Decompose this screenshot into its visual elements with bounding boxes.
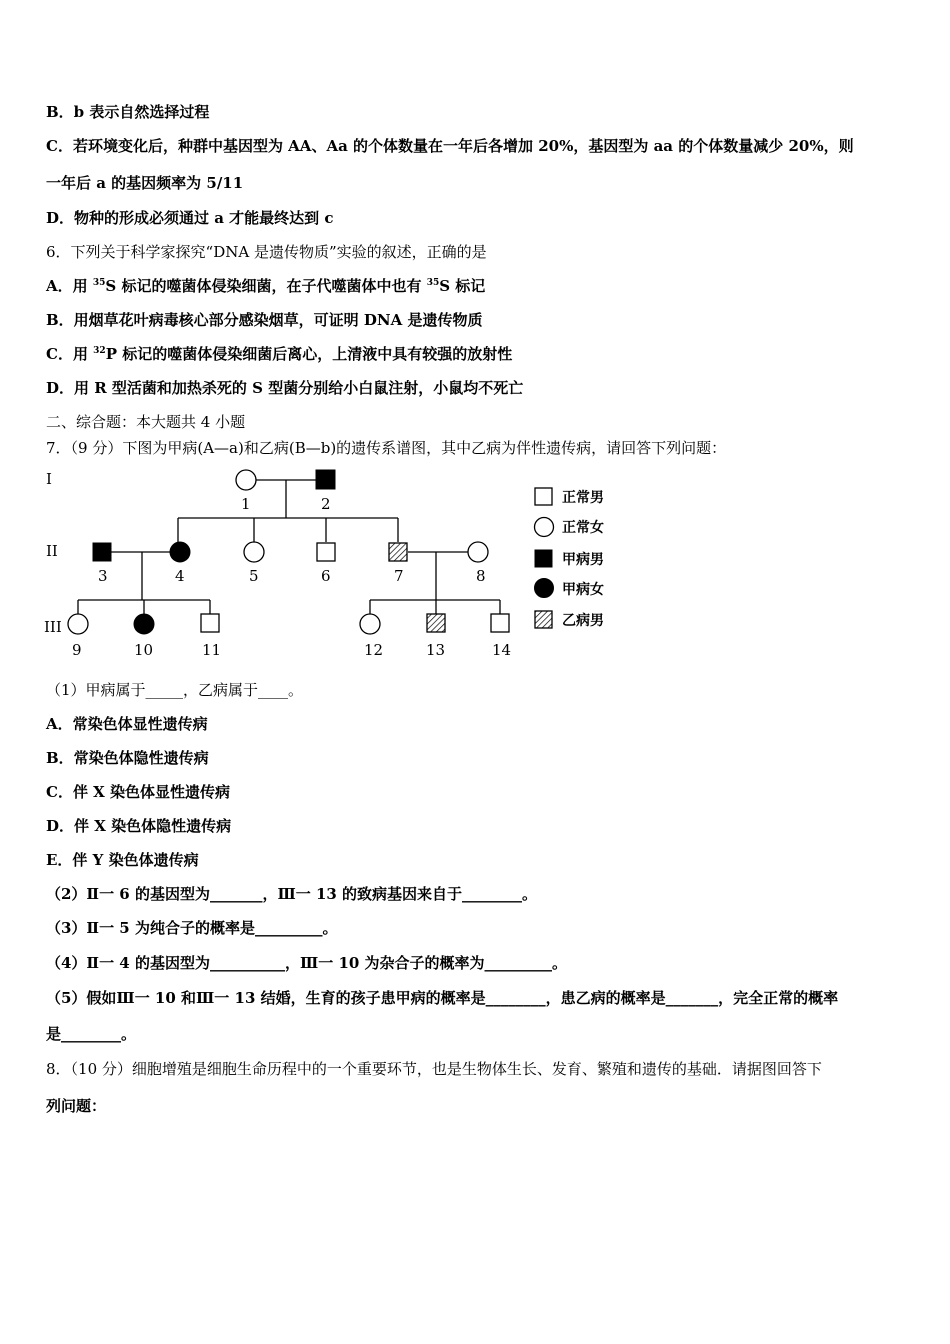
q6-a-sup2: 35 (426, 278, 440, 288)
q6-a-post: S 标记 (439, 277, 486, 295)
q5-option-c-line1: C．若环境变化后，种群中基因型为 AA、Aa 的个体数量在一年后各增加 20%，基因型为 aa 的个体数量减少 20%，则 (46, 137, 854, 155)
individual-5-normal-female (244, 542, 264, 562)
q8-stem-line2: 列问题： (46, 1097, 107, 1115)
legend-normal-female-label: 正常女 (562, 520, 604, 536)
q5-option-d: D．物种的形成必须通过 a 才能最终达到 c (46, 209, 334, 227)
individual-4-affected-a-female (170, 542, 190, 562)
q8-stem-line1: 8．（10 分）细胞增殖是细胞生命历程中的一个重要环节，也是生物体生长、发育、繁殖和遗传的基础．请据图回答下 (46, 1060, 822, 1078)
individual-1-normal-female (236, 470, 256, 490)
legend-affected-b-male-icon (535, 611, 552, 628)
q6-c-sup: 32 (93, 346, 106, 356)
individual-label-8: 8 (476, 567, 486, 585)
individual-13-affected-b-male (427, 614, 445, 632)
generation-label-i: I (46, 470, 52, 488)
q6-a-sup1: 35 (92, 278, 106, 288)
q7-sub4: （4）Ⅱ一 4 的基因型为__________，Ⅲ一 10 为杂合子的概率为_________。 (46, 954, 568, 972)
q7-sub2: （2）Ⅱ一 6 的基因型为_______，Ⅲ一 13 的致病基因来自于________。 (46, 885, 538, 903)
individual-7-affected-b-male (389, 543, 407, 561)
legend-affected-a-female-label: 甲病女 (562, 582, 604, 598)
individual-label-11: 11 (202, 641, 222, 659)
q6-a-mid: S 标记的噬菌体侵染细菌，在子代噬菌体中也有 (105, 277, 427, 295)
individual-label-3: 3 (98, 567, 108, 585)
q7-option-a: A．常染色体显性遗传病 (46, 715, 208, 733)
individual-11-normal-male (201, 614, 219, 632)
q5-option-b: B．b 表示自然选择过程 (46, 103, 210, 121)
q6-a-pre: A．用 (46, 277, 93, 295)
individual-label-13: 13 (426, 641, 446, 659)
q7-sub3: （3）Ⅱ一 5 为纯合子的概率是_________。 (46, 919, 338, 937)
q7-sub5-line2: 是________。 (46, 1025, 137, 1043)
legend-affected-a-female-icon (535, 579, 554, 598)
q6-c-post: P 标记的噬菌体侵染细菌后离心，上清液中具有较强的放射性 (105, 345, 513, 363)
individual-10-affected-a-female (134, 614, 154, 634)
section2-heading: 二、综合题：本大题共 4 小题 (46, 413, 246, 431)
q7-stem: 7．（9 分）下图为甲病(A—a)和乙病(B—b)的遗传系谱图，其中乙病为伴性遗传病，请回答下列问题： (46, 439, 727, 457)
legend-affected-a-male-icon (535, 550, 552, 567)
individual-label-12: 12 (364, 641, 384, 659)
q6-option-d: D．用 R 型活菌和加热杀死的 S 型菌分别给小白鼠注射，小鼠均不死亡 (46, 379, 524, 397)
legend-affected-a-male-label: 甲病男 (562, 552, 604, 568)
individual-3-affected-a-male (93, 543, 111, 561)
generation-label-ii: II (46, 542, 58, 560)
individual-14-normal-male (491, 614, 509, 632)
legend-normal-male-label: 正常男 (562, 490, 604, 506)
individual-label-9: 9 (72, 641, 82, 659)
q6-option-b: B．用烟草花叶病毒核心部分感染烟草，可证明 DNA 是遗传物质 (46, 311, 483, 329)
individual-label-1: 1 (241, 495, 251, 513)
legend-normal-male-icon (535, 488, 552, 505)
individual-label-4: 4 (175, 567, 185, 585)
q5-option-c-line2: 一年后 a 的基因频率为 5/11 (46, 174, 244, 192)
individual-label-5: 5 (249, 567, 259, 585)
legend-normal-female-icon (535, 518, 554, 537)
q7-option-d: D．伴 X 染色体隐性遗传病 (46, 817, 232, 835)
individual-8-normal-female (468, 542, 488, 562)
individual-label-6: 6 (321, 567, 331, 585)
individual-12-normal-female (360, 614, 380, 634)
q6-option-c (46, 344, 512, 364)
individual-label-7: 7 (394, 567, 404, 585)
q6-c-pre: C．用 (46, 345, 94, 363)
q7-option-b: B．常染色体隐性遗传病 (46, 749, 209, 767)
individual-9-normal-female (68, 614, 88, 634)
q7-sub1: （1）甲病属于_____，乙病属于____。 (46, 681, 304, 699)
q6-stem: 6．下列关于科学家探究“DNA 是遗传物质”实验的叙述，正确的是 (46, 243, 487, 261)
individual-label-14: 14 (492, 641, 512, 659)
q7-sub5-line1: （5）假如Ⅲ一 10 和Ⅲ一 13 结婚，生育的孩子患甲病的概率是________，患乙病的概率是_______，完全正常的概率 (46, 989, 839, 1007)
generation-label-iii: III (44, 618, 62, 636)
legend-affected-b-male-label: 乙病男 (562, 613, 604, 629)
q6-option-a (46, 276, 485, 296)
individual-6-normal-male (317, 543, 335, 561)
individual-label-10: 10 (134, 641, 154, 659)
q7-option-c: C．伴 X 染色体显性遗传病 (46, 783, 231, 801)
individual-label-2: 2 (321, 495, 331, 513)
individual-2-affected-a-male (316, 470, 335, 489)
pedigree-chart (40, 462, 640, 672)
q7-option-e: E．伴 Y 染色体遗传病 (46, 851, 199, 869)
